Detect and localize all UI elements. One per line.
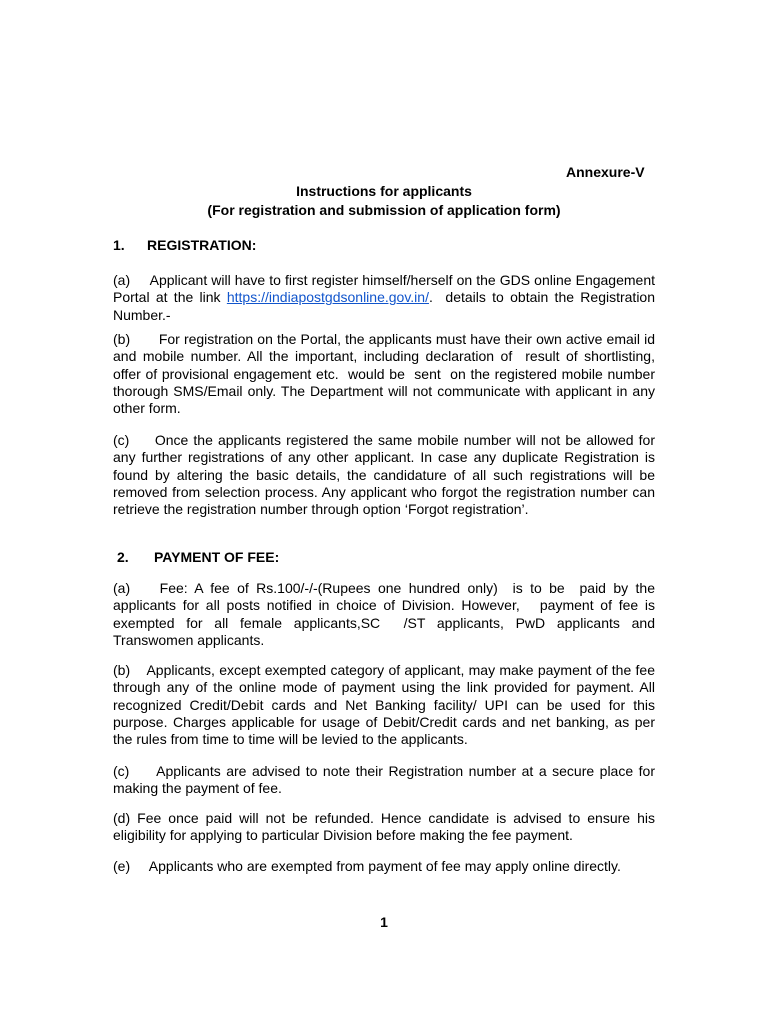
section-number: 1. — [113, 237, 125, 253]
payment-para-d: (d) Fee once paid will not be refunded. Hence candidate is advised to ensure his eligibility for applying to particular Division before making the fee payment. — [113, 810, 659, 844]
payment-para-b: (b) Applicants, except exempted category of applicant, may make payment of the fee through any of the online mode of payment using the link provided for payment. All recognized Credit/Debit cards and Net Banking facility/ UPI can be used for this purpose. Charges applicable for usage of Debit/Credit cards and net banking, as per the rules from time to time will be levied to the applicants. — [113, 662, 659, 748]
para-text: . details to obtain the Registration Number.- — [113, 289, 659, 323]
section-title: REGISTRATION: — [147, 237, 257, 253]
registration-para-b: (b) For registration on the Portal, the applicants must have their own active email id and mobile number. All the important, including declaration of result of shortlisting, offer of provisional engagement etc. would be sent on the registered mobile number thorough SMS/Email only. The Department will not communicate with applicant in any other form. — [113, 331, 659, 417]
title-line-2: (For registration and submission of application form) — [207, 202, 561, 218]
section-number: 2. — [117, 549, 129, 565]
document-title — [0, 182, 768, 220]
annexure-label: Annexure-V — [566, 164, 645, 180]
section-heading-payment — [117, 549, 279, 566]
payment-para-e: (e) Applicants who are exempted from payment of fee may apply online directly. — [113, 858, 621, 874]
registration-para-c: (c) Once the applicants registered the same mobile number will not be allowed for any further registrations of any other applicant. In case any duplicate Registration is found by altering the basic details, the candidature of all such registrations will be removed from selection process. Any applicant who forgot the registration number can retrieve the registration number through option ‘Forgot registration’. — [113, 432, 659, 518]
section-title: PAYMENT OF FEE: — [154, 549, 280, 565]
payment-para-a: (a) Fee: A fee of Rs.100/-/-(Rupees one hundred only) is to be paid by the applicants for all posts notified in choice of Division. However, payment of fee is exempted for all female applicants,SC /ST applicants, PwD applicants and Transwomen applicants. — [113, 580, 659, 648]
payment-para-c: (c) Applicants are advised to note their Registration number at a secure place for making the payment of fee. — [113, 763, 659, 797]
title-line-1: Instructions for applicants — [296, 183, 472, 199]
para-text: (a) Applicant will have to first register himself/herself on the GDS online Engagement Portal at the link — [113, 272, 659, 306]
page-number: 1 — [380, 914, 388, 930]
section-heading-registration — [113, 237, 256, 254]
registration-para-a — [113, 272, 659, 324]
portal-link[interactable]: https://indiapostgdsonline.gov.in/ — [226, 289, 429, 306]
